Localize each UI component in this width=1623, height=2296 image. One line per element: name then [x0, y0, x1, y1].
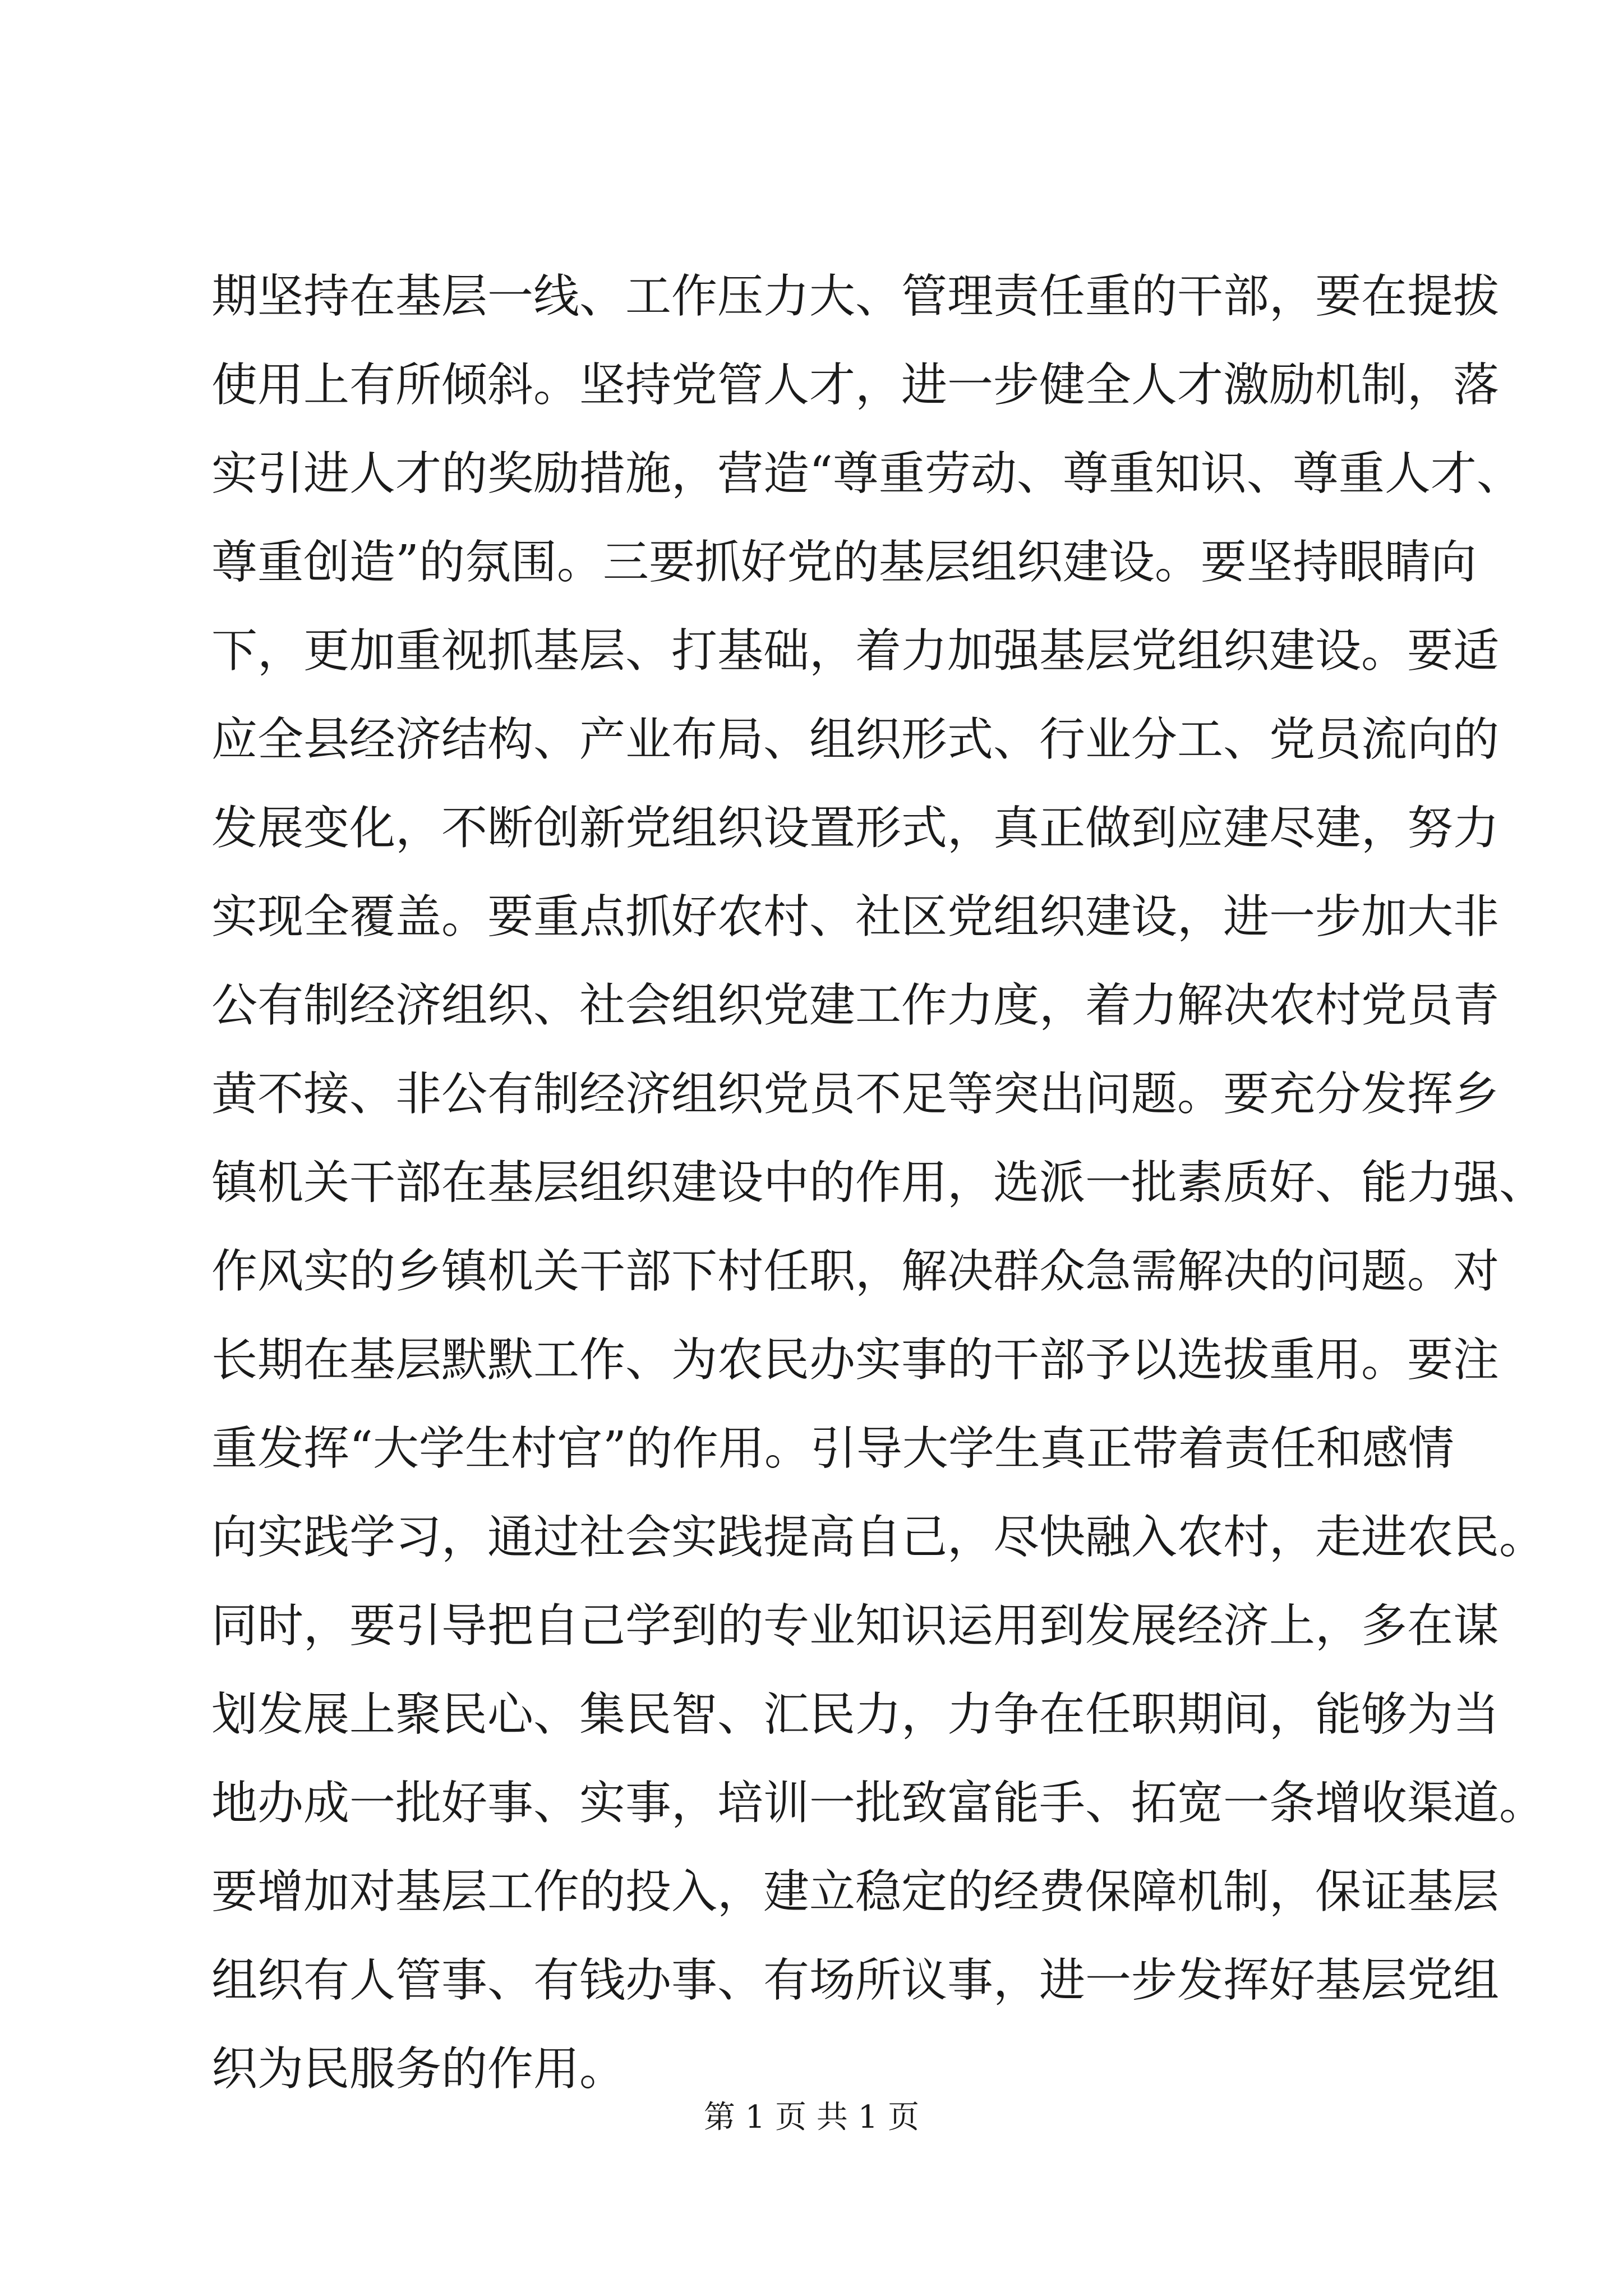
- text-line: 镇机关干部在基层组织建设中的作用，选派一批素质好、能力强、: [211, 1156, 1546, 1209]
- page-number-label: 第 1 页 共 1 页: [703, 2099, 920, 2136]
- page-footer: [0, 2095, 1623, 2140]
- text-line: 重发挥“大学生村官”的作用。引导大学生真正带着责任和感情: [211, 1422, 1454, 1475]
- text-line-last: 织为民服务的作用。: [211, 2042, 626, 2096]
- text-line: 划发展上聚民心、集民智、汇民力，力争在任职期间，能够为当: [211, 1688, 1500, 1741]
- text-line: 实现全覆盖。要重点抓好农村、社区党组织建设，进一步加大非: [211, 890, 1500, 944]
- text-line: 下，更加重视抓基层、打基础，着力加强基层党组织建设。要适: [211, 624, 1500, 678]
- text-line: 应全县经济结构、产业布局、组织形式、行业分工、党员流向的: [211, 713, 1500, 766]
- text-line: 地办成一批好事、实事，培训一批致富能手、拓宽一条增收渠道。: [211, 1777, 1546, 1830]
- text-line: 要增加对基层工作的投入，建立稳定的经费保障机制，保证基层: [211, 1865, 1500, 1918]
- text-line: 尊重创造”的氛围。三要抓好党的基层组织建设。要坚持眼睛向: [211, 536, 1477, 589]
- text-line: 公有制经济组织、社会组织党建工作力度，着力解决农村党员青: [211, 979, 1500, 1032]
- text-line: 期坚持在基层一线、工作压力大、管理责任重的干部，要在提拔: [211, 270, 1500, 323]
- text-line: 组织有人管事、有钱办事、有场所议事，进一步发挥好基层党组: [211, 1954, 1500, 2007]
- text-line: 发展变化，不断创新党组织设置形式，真正做到应建尽建，努力: [211, 802, 1500, 855]
- text-line: 作风实的乡镇机关干部下村任职，解决群众急需解决的问题。对: [211, 1245, 1500, 1298]
- text-line: 黄不接、非公有制经济组织党员不足等突出问题。要充分发挥乡: [211, 1068, 1500, 1121]
- body-text: [211, 252, 1546, 2114]
- text-line: 实引进人才的奖励措施，营造“尊重劳动、尊重知识、尊重人才、: [211, 447, 1523, 500]
- text-line: 向实践学习，通过社会实践提高自己，尽快融入农村，走进农民。: [211, 1511, 1546, 1564]
- text-line: 使用上有所倾斜。坚持党管人才，进一步健全人才激励机制，落: [211, 358, 1500, 412]
- text-line: 长期在基层默默工作、为农民办实事的干部予以选拔重用。要注: [211, 1333, 1500, 1387]
- text-line: 同时，要引导把自己学到的专业知识运用到发展经济上，多在谋: [211, 1599, 1500, 1653]
